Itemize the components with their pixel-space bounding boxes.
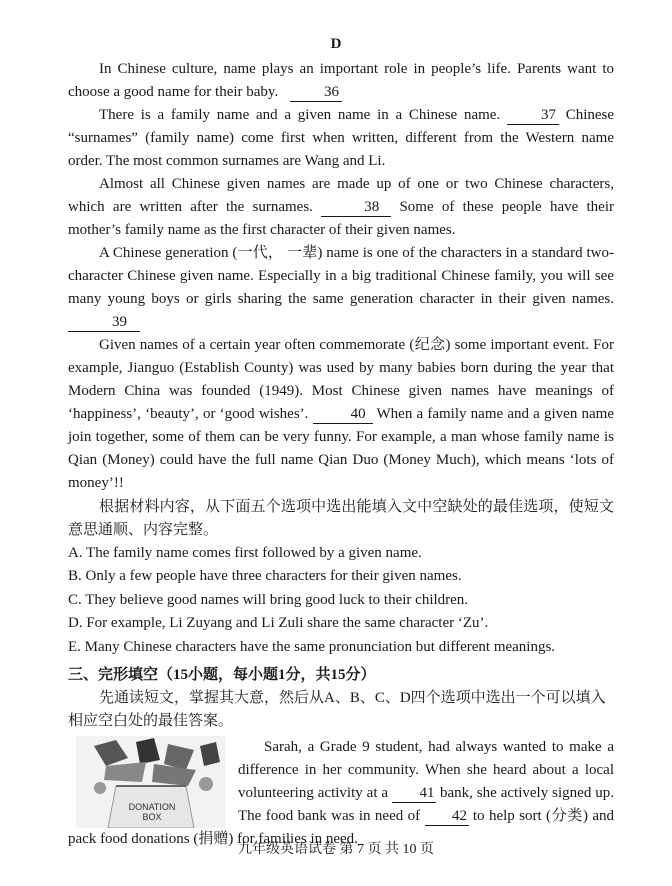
paragraph-text: In Chinese culture, name plays an important role in people’s life. Parents want to choose a good name for their baby. [68,61,614,100]
option-e: E. Many Chinese characters have the same pronunciation but different meanings. [68,638,556,655]
paragraph-text: Given names of a certain year often commemorate (纪念) some important event. For example, Jianguo (Establish County) was used by many babies born during the year that Modern China was founded (1949). Most Chinese given names have meanings of ‘happiness’, ‘beauty’, or ‘good wishes’. [68,337,614,422]
reading-passage-d [68,58,614,659]
paragraph-1 [68,58,614,104]
paragraph-2 [68,104,614,173]
option-c: C. They believe good names will bring good luck to their children. [68,591,469,608]
section-three [68,664,614,733]
paragraph-text: Almost all Chinese given names are made up of one or two Chinese characters, which are written after the surnames. [68,176,614,215]
option-a: A. The family name comes first followed by a given name. [68,545,422,561]
cloze-passage [68,736,614,851]
blank-37[interactable]: 37 [507,107,559,125]
blank-41[interactable]: 41 [392,785,436,803]
paragraph-3 [68,173,614,242]
paragraph-text: Some of these people have their mother’s family name as the first character of their given names. [68,199,615,238]
paragraph-text: There is a family name and a given name in a Chinese name. [99,107,501,123]
task-instruction: 根据材料内容，从下面五个选项中选出能填入文中空缺处的最佳选项，使短文意思通顺、内容完整。 [68,499,614,538]
blank-39[interactable]: 39 [68,314,140,332]
donation-box-label: DONATION BOX [128,802,176,822]
option-b: B. Only a few people have three characters for their given names. [68,568,462,585]
cloze-text-part: Sarah, a Grade 9 student, had always wanted to make a difference in her community. When she heard about a local volunteering activity at a [238,739,614,801]
donation-box-image [76,736,226,828]
paragraph-text: Chinese “surnames” (family name) come first when written, different from the Western name order. The most common surnames are Wang and Li. [68,107,615,169]
paragraph-4 [68,242,614,334]
paragraph-text: A Chinese generation (一代， 一辈) name is one of the characters in a standard two-character Chinese given name. Especially in a big traditional Chinese family, you will see many young boys or girls sharing the same generation character in their given names. [68,245,614,307]
paragraph-text: When a family name and a given name join together, some of them can be very funny. For example, a man whose family name is Qian (Money) could have the full name Qian Duo (Money Much), which means ‘lots of money’!! [68,406,614,491]
cloze-text-part: to help sort (分类) and pack food donations (捐赠) for families in need. [68,808,614,847]
section-instruction: 先通读短文，掌握其大意，然后从A、B、C、D四个选项中选出一个可以填入相应空白处的最佳答案。 [68,690,606,729]
cloze-text-part: bank, she actively signed up. The food bank was in need of [238,785,615,824]
blank-38[interactable]: 38 [321,199,391,217]
blank-40[interactable]: 40 [313,406,373,424]
blank-42[interactable]: 42 [425,808,469,826]
option-d: D. For example, Li Zuyang and Li Zuli share the same character ‘Zu’. [68,615,489,632]
blank-36[interactable]: 36 [290,84,342,102]
section-title: 三、完形填空（15小题，每小题1分，共15分） [68,667,376,683]
page-footer: 九年级英语试卷 第 7 页 共 10 页 [238,842,434,857]
passage-heading: D [330,36,342,52]
paragraph-5 [68,334,614,495]
